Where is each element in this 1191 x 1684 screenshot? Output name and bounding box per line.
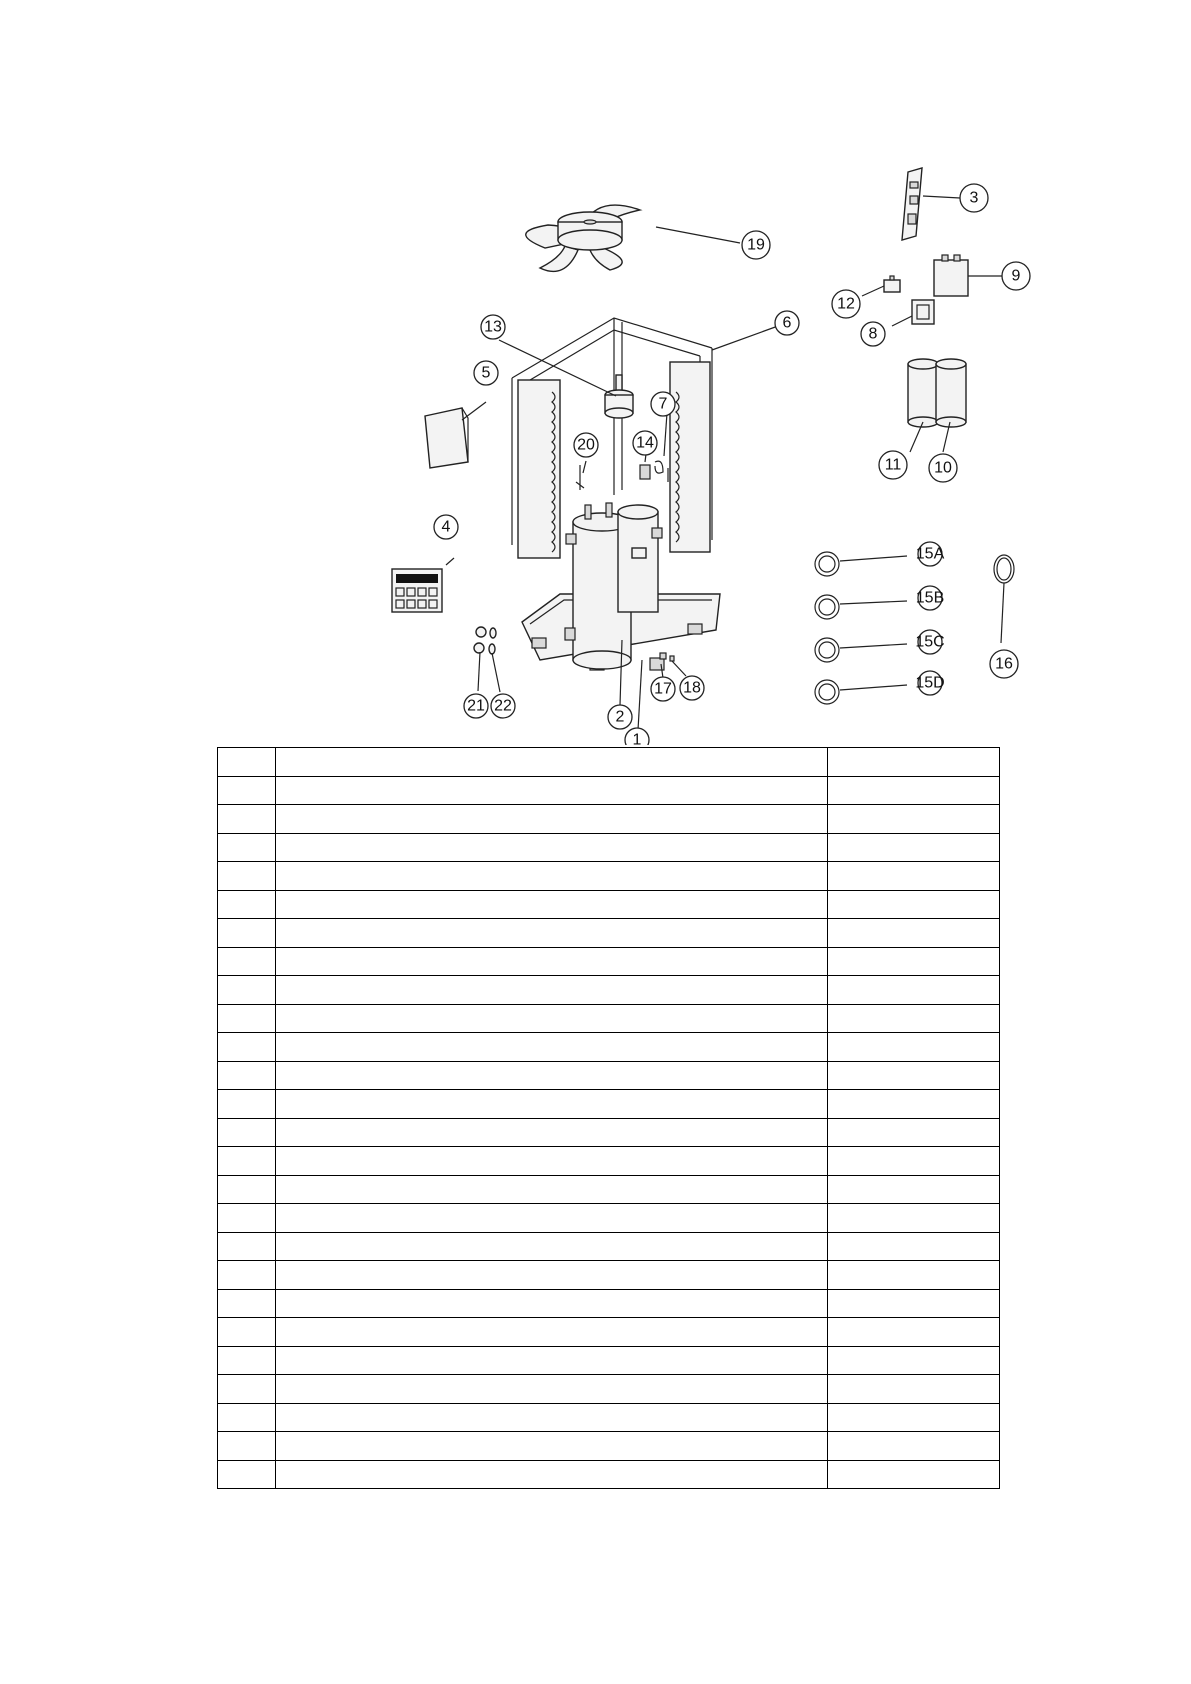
table-cell	[276, 1460, 828, 1489]
table-row	[218, 1261, 1000, 1290]
svg-text:8: 8	[868, 325, 878, 343]
table-cell	[828, 947, 1000, 976]
table-row	[218, 1061, 1000, 1090]
table-cell	[218, 1175, 276, 1204]
table-cell	[276, 1033, 828, 1062]
table-row	[218, 919, 1000, 948]
table-cell	[218, 1204, 276, 1233]
table-cell	[218, 1232, 276, 1261]
callout-4	[434, 515, 458, 539]
table-row	[218, 1232, 1000, 1261]
table-cell	[276, 805, 828, 834]
table-row	[218, 1090, 1000, 1119]
table-row	[218, 805, 1000, 834]
callout-13	[481, 315, 505, 339]
svg-text:15A: 15A	[915, 545, 945, 563]
svg-text:13: 13	[484, 318, 502, 336]
tube-coils-drawing	[815, 552, 839, 704]
callout-16	[990, 650, 1018, 678]
table-cell	[218, 1004, 276, 1033]
svg-text:15D: 15D	[915, 674, 945, 692]
callout-10	[929, 454, 957, 482]
table-cell	[218, 1261, 276, 1290]
table-cell	[828, 1261, 1000, 1290]
table-row	[218, 1403, 1000, 1432]
table-row	[218, 1460, 1000, 1489]
table-cell	[218, 1061, 276, 1090]
table-cell	[828, 1204, 1000, 1233]
table-row	[218, 947, 1000, 976]
table-cell	[276, 1090, 828, 1119]
table-cell	[218, 1147, 276, 1176]
svg-text:16: 16	[995, 655, 1013, 673]
svg-text:2: 2	[615, 708, 625, 726]
table-cell	[828, 776, 1000, 805]
table-cell	[218, 1375, 276, 1404]
table-cell	[276, 1175, 828, 1204]
table-cell	[276, 776, 828, 805]
table-cell	[276, 1375, 828, 1404]
table-cell	[828, 1460, 1000, 1489]
table-cell	[218, 1460, 276, 1489]
svg-text:6: 6	[782, 314, 792, 332]
table-cell	[218, 805, 276, 834]
wired-controller-drawing	[392, 569, 442, 612]
svg-text:1: 1	[632, 731, 642, 745]
table-cell	[218, 1090, 276, 1119]
table-cell	[828, 833, 1000, 862]
table-cell	[828, 1147, 1000, 1176]
svg-text:19: 19	[747, 236, 765, 254]
table-row	[218, 1204, 1000, 1233]
table-cell	[828, 976, 1000, 1005]
table-cell	[276, 1346, 828, 1375]
table-cell	[276, 947, 828, 976]
table-cell	[218, 1318, 276, 1347]
callout-14	[633, 431, 657, 455]
svg-text:15C: 15C	[915, 633, 945, 651]
svg-text:12: 12	[837, 295, 855, 313]
table-cell	[828, 1432, 1000, 1461]
table-cell	[218, 1289, 276, 1318]
table-row	[218, 1432, 1000, 1461]
table-cell	[276, 862, 828, 891]
svg-text:15B: 15B	[915, 589, 945, 607]
callout-15a	[916, 542, 945, 566]
table-cell	[218, 890, 276, 919]
table-cell	[218, 862, 276, 891]
callout-8	[861, 322, 885, 346]
callout-1	[625, 728, 649, 745]
table-cell	[218, 1033, 276, 1062]
table-cell	[218, 776, 276, 805]
table-cell	[276, 1403, 828, 1432]
table-cell	[828, 1004, 1000, 1033]
parts-list-body	[218, 748, 1000, 1489]
svg-text:20: 20	[577, 436, 595, 454]
table-cell	[276, 976, 828, 1005]
table-cell	[276, 1289, 828, 1318]
table-cell	[218, 1432, 276, 1461]
table-row	[218, 1318, 1000, 1347]
svg-text:22: 22	[494, 697, 512, 715]
svg-text:18: 18	[683, 679, 701, 697]
cable-drawing	[994, 555, 1014, 583]
table-row	[218, 833, 1000, 862]
table-row	[218, 1375, 1000, 1404]
svg-text:10: 10	[934, 459, 952, 477]
electrical-cover-drawing	[425, 408, 468, 468]
callout-17	[651, 677, 675, 701]
svg-text:11: 11	[884, 456, 902, 474]
callout-7	[651, 392, 675, 416]
table-cell	[276, 1232, 828, 1261]
svg-text:4: 4	[441, 518, 451, 536]
table-cell	[828, 1318, 1000, 1347]
svg-text:5: 5	[481, 364, 491, 382]
table-cell	[218, 947, 276, 976]
table-cell	[276, 919, 828, 948]
table-row	[218, 976, 1000, 1005]
table-cell	[828, 1232, 1000, 1261]
table-cell	[828, 1346, 1000, 1375]
table-cell	[218, 1346, 276, 1375]
callout-6	[775, 311, 799, 335]
compressor-drawing	[565, 503, 664, 670]
table-cell	[218, 919, 276, 948]
table-row	[218, 1346, 1000, 1375]
table-row	[218, 1004, 1000, 1033]
table-cell	[218, 1118, 276, 1147]
callout-15d	[915, 671, 944, 695]
table-row	[218, 862, 1000, 891]
table-cell	[276, 1061, 828, 1090]
table-cell	[276, 890, 828, 919]
callout-22	[491, 694, 515, 718]
table-cell	[828, 862, 1000, 891]
callout-9	[1002, 262, 1030, 290]
table-row	[218, 748, 1000, 777]
table-cell	[828, 1375, 1000, 1404]
table-cell	[828, 805, 1000, 834]
svg-text:14: 14	[636, 434, 654, 452]
table-cell	[828, 1118, 1000, 1147]
svg-text:3: 3	[969, 189, 979, 207]
contactor-drawing	[934, 255, 968, 296]
relay-drawing	[884, 276, 934, 324]
table-cell	[828, 919, 1000, 948]
table-cell	[218, 1403, 276, 1432]
table-cell	[828, 1403, 1000, 1432]
svg-text:9: 9	[1011, 267, 1021, 285]
table-cell	[828, 748, 1000, 777]
callout-21	[464, 694, 488, 718]
table-cell	[828, 1090, 1000, 1119]
table-cell	[218, 748, 276, 777]
callout-15b	[916, 586, 944, 610]
table-cell	[276, 1147, 828, 1176]
table-cell	[276, 1004, 828, 1033]
table-row	[218, 1289, 1000, 1318]
table-cell	[276, 1318, 828, 1347]
table-row	[218, 890, 1000, 919]
table-row	[218, 1175, 1000, 1204]
fan-blade-drawing	[526, 205, 640, 271]
callout-19	[742, 231, 770, 259]
table-cell	[276, 748, 828, 777]
table-cell	[828, 1061, 1000, 1090]
table-cell	[276, 1432, 828, 1461]
table-cell	[828, 1033, 1000, 1062]
callout-18	[680, 676, 704, 700]
table-cell	[276, 833, 828, 862]
fan-motor-drawing	[605, 375, 633, 418]
table-row	[218, 1118, 1000, 1147]
table-cell	[218, 833, 276, 862]
callout-15c	[915, 630, 944, 654]
nuts-drawing	[474, 627, 496, 654]
table-cell	[828, 1289, 1000, 1318]
callout-11	[879, 451, 907, 479]
table-cell	[276, 1118, 828, 1147]
svg-text:21: 21	[467, 697, 485, 715]
callout-3	[960, 184, 988, 212]
table-cell	[218, 976, 276, 1005]
table-row	[218, 776, 1000, 805]
table-cell	[276, 1261, 828, 1290]
svg-text:7: 7	[658, 395, 668, 413]
callout-20	[574, 433, 598, 457]
capacitors-drawing	[908, 359, 966, 427]
table-cell	[828, 1175, 1000, 1204]
exploded-parts-diagram	[0, 0, 1191, 745]
callout-5	[474, 361, 498, 385]
table-cell	[276, 1204, 828, 1233]
table-row	[218, 1147, 1000, 1176]
pcb-board-drawing	[902, 168, 922, 240]
callout-12	[832, 290, 860, 318]
svg-text:17: 17	[654, 680, 672, 698]
table-cell	[828, 890, 1000, 919]
table-row	[218, 1033, 1000, 1062]
callout-2	[608, 705, 632, 729]
parts-list-table	[217, 747, 1000, 1489]
